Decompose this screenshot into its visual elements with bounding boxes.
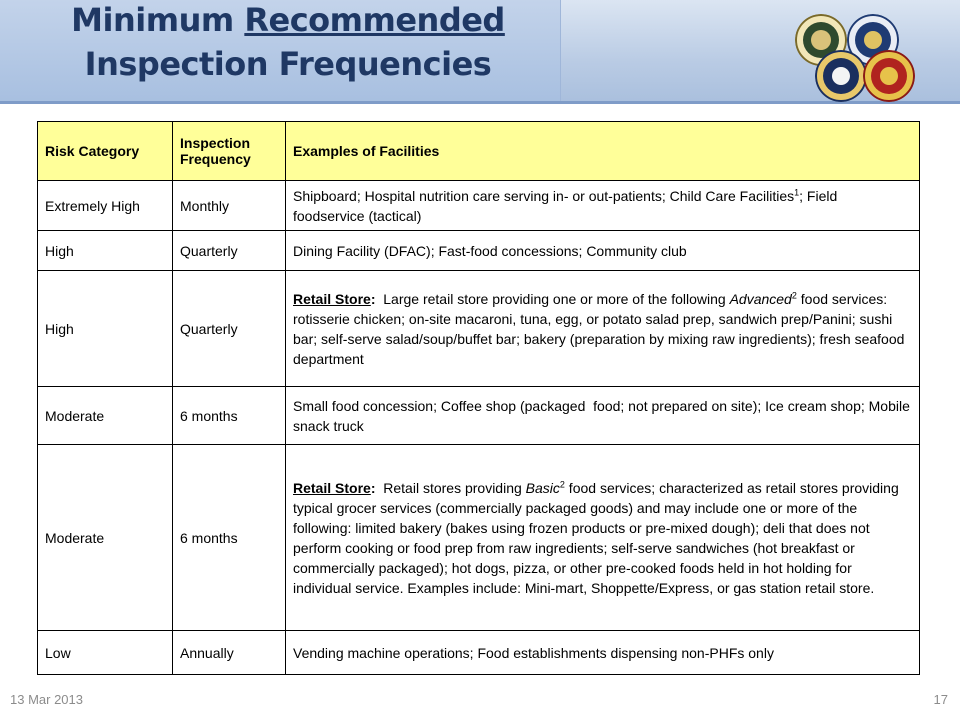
footer-date: 13 Mar 2013 bbox=[10, 692, 83, 707]
header-risk-category: Risk Category bbox=[38, 122, 173, 181]
examples-text-cont: food services; characterized as retail stores providing typical grocer services (commercially packaged goods) and may include one or more of the following: limited bakery (bakes using frozen products or pre-mixed dough); deli that does not perform cooking or food prep from raw ingredients; self-serve sandwiches (hot breakfast or commercially packaged); hot dogs, pizza, or other pre-cooked foods held in hot holding for individual service. Examples include: Mini-mart, Shoppette/Express, or gas station retail store. bbox=[293, 479, 899, 596]
table-row bbox=[38, 271, 920, 387]
examples-text-cont: food services: rotisserie chicken; on-site macaroni, tuna, egg, or potato salad prep, sandwich prep/Panini; sushi bar; self-serve salad/soup/buffet bar; bakery (preparation by mixing raw ingredients); fresh seafood department bbox=[293, 290, 905, 367]
header-examples: Examples of Facilities bbox=[286, 122, 920, 181]
basic-term: Basic bbox=[525, 479, 560, 496]
title-line2: Inspection Frequencies bbox=[84, 45, 492, 83]
retail-store-label: Retail Store bbox=[293, 479, 371, 496]
cell-risk: Low bbox=[38, 631, 173, 675]
title-line1-underlined: Recommended bbox=[244, 1, 505, 39]
cell-frequency: Annually bbox=[173, 631, 286, 675]
examples-text-cont: ; Field foodservice (tactical) bbox=[293, 187, 838, 224]
cell-risk: High bbox=[38, 271, 173, 387]
retail-store-label: Retail Store bbox=[293, 290, 371, 307]
examples-text: Shipboard; Hospital nutrition care serving in- or out-patients; Child Care Facilities bbox=[293, 187, 795, 204]
table-row bbox=[38, 631, 920, 675]
cell-examples bbox=[286, 271, 920, 387]
cell-frequency: Quarterly bbox=[173, 271, 286, 387]
footnote-marker: 2 bbox=[559, 478, 565, 489]
retail-store-colon: : bbox=[370, 479, 376, 496]
cell-risk: Moderate bbox=[38, 387, 173, 445]
cell-risk: Extremely High bbox=[38, 181, 173, 231]
navy-seal-icon bbox=[815, 50, 867, 102]
retail-store-colon: : bbox=[370, 290, 376, 307]
title-line1-pre: Minimum bbox=[71, 1, 245, 39]
inspection-frequency-table bbox=[37, 121, 920, 675]
advanced-term: Advanced bbox=[729, 290, 792, 307]
table-row bbox=[38, 181, 920, 231]
cell-frequency: Monthly bbox=[173, 181, 286, 231]
cell-frequency: 6 months bbox=[173, 445, 286, 631]
inspection-table-wrapper bbox=[37, 121, 920, 675]
table-header-row bbox=[38, 122, 920, 181]
footnote-marker: 1 bbox=[794, 186, 800, 197]
service-seals bbox=[795, 14, 915, 102]
cell-examples: Vending machine operations; Food establishments dispensing non-PHFs only bbox=[286, 631, 920, 675]
slide-title bbox=[38, 0, 538, 86]
cell-examples bbox=[286, 181, 920, 231]
cell-frequency: 6 months bbox=[173, 387, 286, 445]
cell-examples: Dining Facility (DFAC); Fast-food concessions; Community club bbox=[286, 231, 920, 271]
footnote-marker: 2 bbox=[791, 289, 797, 300]
header-inspection-frequency: Inspection Frequency bbox=[173, 122, 286, 181]
examples-text: Large retail store providing one or more of the following bbox=[375, 290, 730, 307]
page-number: 17 bbox=[933, 692, 948, 707]
table-row bbox=[38, 231, 920, 271]
cell-examples: Small food concession; Coffee shop (packaged food; not prepared on site); Ice cream shop; Mobile snack truck bbox=[286, 387, 920, 445]
cell-examples bbox=[286, 445, 920, 631]
cell-risk: Moderate bbox=[38, 445, 173, 631]
table-row bbox=[38, 387, 920, 445]
cell-risk: High bbox=[38, 231, 173, 271]
table-row bbox=[38, 445, 920, 631]
cell-frequency: Quarterly bbox=[173, 231, 286, 271]
examples-text: Retail stores providing bbox=[375, 479, 526, 496]
marine-corps-seal-icon bbox=[863, 50, 915, 102]
